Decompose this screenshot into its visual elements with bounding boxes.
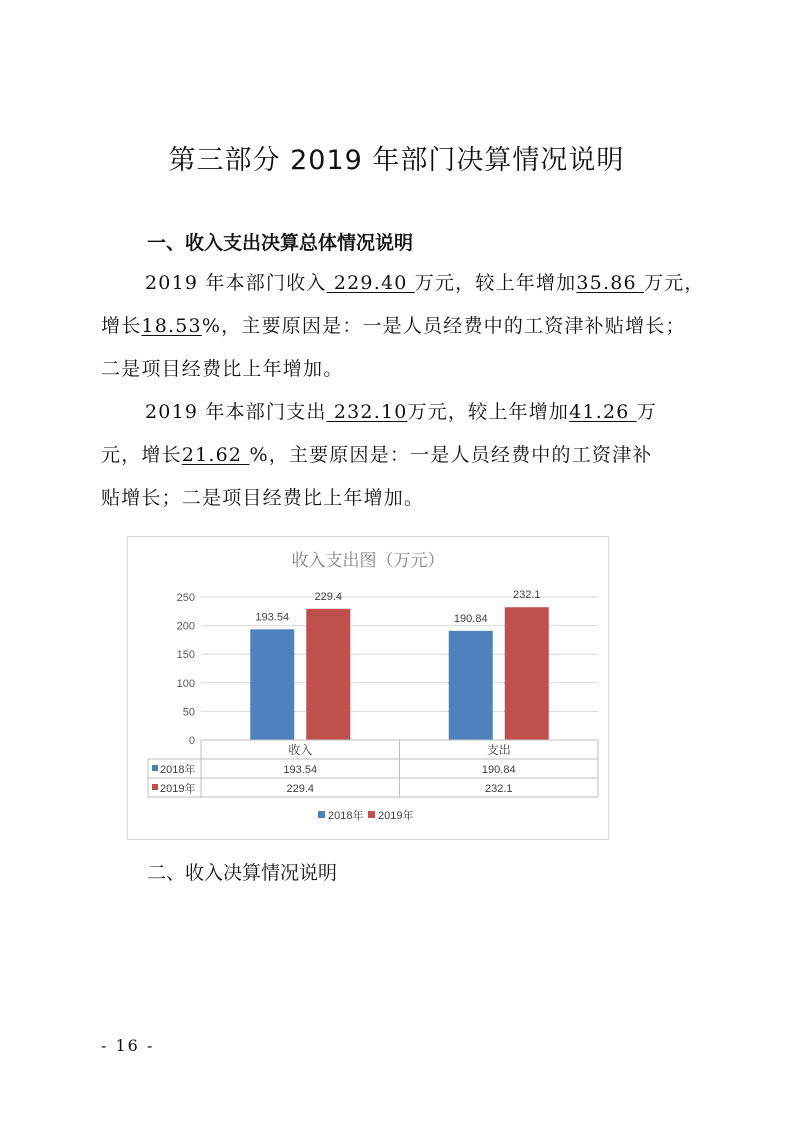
paragraph-expenditure-line-2 — [101, 440, 653, 467]
page-title: 第三部分 2019 年部门决算情况说明 — [168, 145, 625, 176]
text-segment: 万元， — [644, 272, 705, 294]
paragraph-expenditure-line-1 — [145, 397, 657, 424]
page-number: - 16 - — [101, 1036, 155, 1055]
text-segment: 贴增长；二是项目经费比上年增加。 — [101, 487, 425, 509]
paragraph-income-line-1 — [145, 268, 705, 295]
text-segment: 万元，较上年增加 — [407, 401, 570, 423]
text-segment: 万元，较上年增加 — [414, 272, 577, 294]
section-heading-overview: 一、收入支出决算总体情况说明 — [147, 232, 414, 254]
table-cell: 232.1 — [484, 783, 513, 795]
y-tick-label: 50 — [182, 706, 195, 719]
table-cell: 190.84 — [481, 764, 516, 776]
legend-swatch — [368, 811, 375, 818]
data-label: 193.54 — [255, 611, 290, 624]
x-tick-label: 收入 — [288, 743, 313, 757]
bar — [449, 631, 493, 740]
expenditure-growth-rate: 21.62 — [181, 444, 250, 466]
expenditure-increase: 41.26 — [569, 401, 637, 423]
y-tick-label: 0 — [188, 735, 195, 747]
chart-title: 收入支出图（万元） — [291, 551, 445, 570]
paragraph-expenditure-line-3 — [101, 483, 424, 510]
income-increase: 35.86 — [576, 272, 645, 294]
paragraph-income-line-2 — [101, 311, 686, 338]
income-growth-rate: 18.53 — [141, 315, 202, 337]
y-tick-label: 250 — [176, 592, 195, 604]
chart-canvas — [128, 537, 608, 839]
text-segment: %，主要原因是：一是人员经费中的工资津补 — [249, 444, 653, 466]
text-segment: 增长 — [101, 315, 142, 337]
text-segment: 元，增长 — [101, 444, 182, 466]
table-legend-key — [152, 765, 158, 771]
paragraph-income-line-3 — [101, 354, 343, 381]
income-amount: 229.40 — [326, 272, 415, 294]
table-series-name: 2018年 — [160, 764, 196, 776]
table-legend-key — [152, 784, 158, 790]
legend-swatch — [318, 811, 325, 818]
section-heading-income: 二、收入决算情况说明 — [147, 862, 338, 884]
data-label: 190.84 — [453, 612, 488, 625]
text-segment: 二是项目经费比上年增加。 — [101, 358, 344, 380]
y-tick-label: 150 — [176, 649, 195, 662]
text-segment: %，主要原因是：一是人员经费中的工资津补贴增长； — [201, 315, 686, 337]
legend-label: 2018年 — [328, 810, 364, 822]
table-cell: 229.4 — [286, 783, 315, 795]
table-cell: 193.54 — [283, 764, 318, 776]
table-series-name: 2019年 — [160, 783, 196, 795]
data-label: 232.1 — [512, 589, 541, 602]
text-segment: 2019 年本部门支出 — [145, 401, 327, 423]
legend-label: 2019年 — [378, 810, 414, 822]
bar — [505, 607, 549, 740]
bar — [306, 609, 350, 740]
income-expenditure-chart — [127, 536, 609, 840]
y-tick-label: 100 — [176, 677, 195, 690]
text-segment: 万 — [636, 401, 657, 423]
text-segment: 2019 年本部门收入 — [145, 272, 327, 294]
expenditure-amount: 232.10 — [326, 401, 408, 423]
bar — [250, 629, 294, 740]
y-tick-label: 200 — [176, 620, 195, 633]
x-tick-label: 支出 — [486, 743, 511, 757]
data-label: 229.4 — [314, 590, 343, 603]
